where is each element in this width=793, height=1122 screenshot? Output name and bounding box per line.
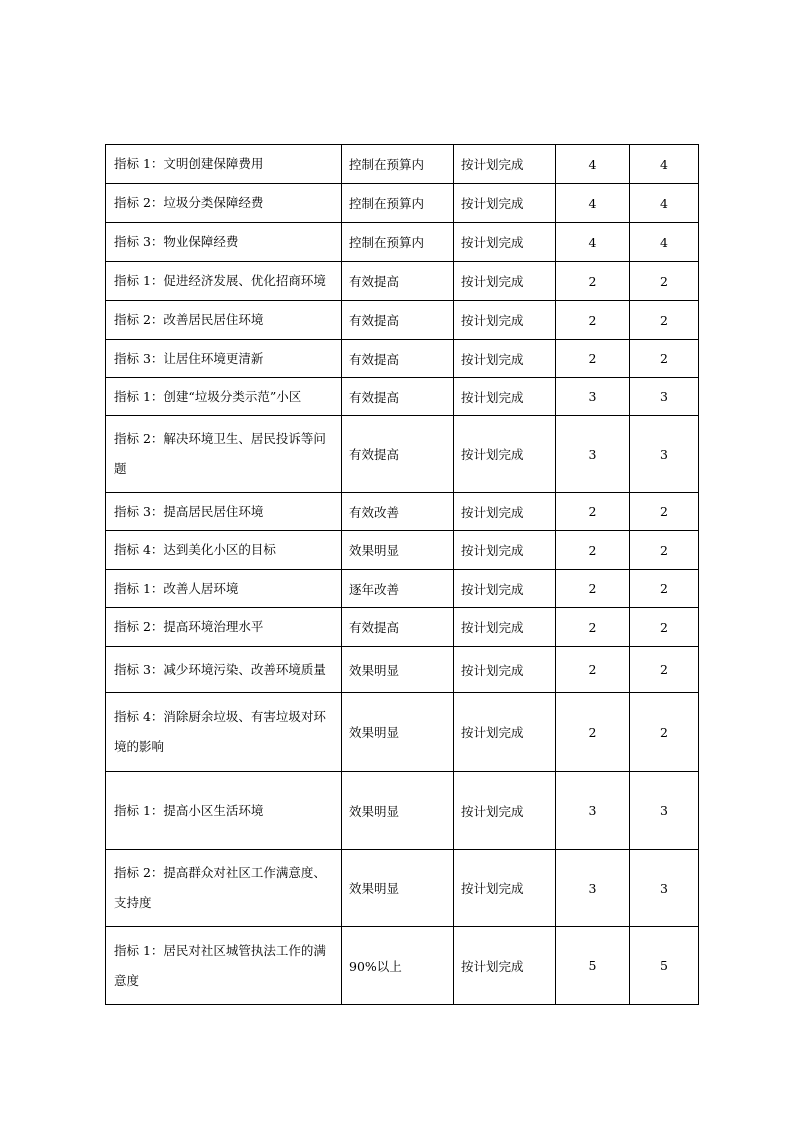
table-row (106, 416, 699, 493)
table-row (106, 531, 699, 570)
table-row (106, 850, 699, 927)
indicator-target: 控制在预算内 (342, 223, 454, 262)
indicator-target: 有效提高 (342, 608, 454, 647)
indicator-name: 指标 2：垃圾分类保障经费 (106, 184, 342, 223)
table-row (106, 223, 699, 262)
table-row (106, 693, 699, 772)
completion-status: 按计划完成 (454, 850, 556, 927)
indicator-name: 指标 4：达到美化小区的目标 (106, 531, 342, 570)
indicator-name: 指标 4：消除厨余垃圾、有害垃圾对环境的影响 (106, 693, 342, 772)
table-row (106, 772, 699, 850)
score-value: 2 (556, 647, 630, 693)
indicator-name: 指标 3：物业保障经费 (106, 223, 342, 262)
score-value: 3 (556, 850, 630, 927)
indicator-name: 指标 1：创建“垃圾分类示范”小区 (106, 378, 342, 416)
indicator-name: 指标 3：让居住环境更清新 (106, 340, 342, 378)
table-row (106, 262, 699, 301)
indicator-target: 控制在预算内 (342, 184, 454, 223)
table-row (106, 647, 699, 693)
score-value: 3 (556, 378, 630, 416)
completion-status: 按计划完成 (454, 340, 556, 378)
actual-score-value: 3 (630, 416, 699, 493)
completion-status: 按计划完成 (454, 493, 556, 531)
indicator-target: 有效提高 (342, 340, 454, 378)
completion-status: 按计划完成 (454, 927, 556, 1005)
completion-status: 按计划完成 (454, 416, 556, 493)
score-value: 2 (556, 608, 630, 647)
actual-score-value: 5 (630, 927, 699, 1005)
indicator-name: 指标 3：减少环境污染、改善环境质量 (106, 647, 342, 693)
indicator-target: 有效提高 (342, 262, 454, 301)
actual-score-value: 3 (630, 850, 699, 927)
score-value: 2 (556, 340, 630, 378)
actual-score-value: 2 (630, 647, 699, 693)
score-value: 3 (556, 772, 630, 850)
table-row (106, 608, 699, 647)
completion-status: 按计划完成 (454, 693, 556, 772)
completion-status: 按计划完成 (454, 301, 556, 340)
indicator-table (105, 144, 699, 1005)
score-value: 4 (556, 223, 630, 262)
table-body (106, 145, 699, 1005)
table-row (106, 493, 699, 531)
score-value: 4 (556, 145, 630, 184)
actual-score-value: 4 (630, 184, 699, 223)
completion-status: 按计划完成 (454, 647, 556, 693)
indicator-target: 效果明显 (342, 531, 454, 570)
actual-score-value: 3 (630, 378, 699, 416)
score-value: 2 (556, 301, 630, 340)
score-value: 2 (556, 531, 630, 570)
completion-status: 按计划完成 (454, 608, 556, 647)
score-value: 3 (556, 416, 630, 493)
indicator-name: 指标 2：提高群众对社区工作满意度、支持度 (106, 850, 342, 927)
completion-status: 按计划完成 (454, 772, 556, 850)
table-row (106, 301, 699, 340)
indicator-name: 指标 1：提高小区生活环境 (106, 772, 342, 850)
actual-score-value: 2 (630, 570, 699, 608)
indicator-target: 效果明显 (342, 647, 454, 693)
score-value: 4 (556, 184, 630, 223)
indicator-target: 效果明显 (342, 850, 454, 927)
completion-status: 按计划完成 (454, 262, 556, 301)
indicator-target: 效果明显 (342, 772, 454, 850)
indicator-target: 有效提高 (342, 416, 454, 493)
completion-status: 按计划完成 (454, 223, 556, 262)
indicator-name: 指标 1：居民对社区城管执法工作的满意度 (106, 927, 342, 1005)
actual-score-value: 4 (630, 223, 699, 262)
actual-score-value: 3 (630, 772, 699, 850)
score-value: 5 (556, 927, 630, 1005)
score-value: 2 (556, 570, 630, 608)
actual-score-value: 2 (630, 493, 699, 531)
table-row (106, 570, 699, 608)
table-row (106, 184, 699, 223)
table-row (106, 378, 699, 416)
indicator-target: 90%以上 (342, 927, 454, 1005)
indicator-name: 指标 1：促进经济发展、优化招商环境 (106, 262, 342, 301)
completion-status: 按计划完成 (454, 531, 556, 570)
indicator-target: 逐年改善 (342, 570, 454, 608)
completion-status: 按计划完成 (454, 378, 556, 416)
indicator-name: 指标 1：改善人居环境 (106, 570, 342, 608)
indicator-target: 控制在预算内 (342, 145, 454, 184)
actual-score-value: 4 (630, 145, 699, 184)
indicator-name: 指标 3：提高居民居住环境 (106, 493, 342, 531)
actual-score-value: 2 (630, 531, 699, 570)
indicator-name: 指标 1：文明创建保障费用 (106, 145, 342, 184)
table-row (106, 145, 699, 184)
actual-score-value: 2 (630, 693, 699, 772)
actual-score-value: 2 (630, 340, 699, 378)
indicator-name: 指标 2：提高环境治理水平 (106, 608, 342, 647)
score-value: 2 (556, 262, 630, 301)
actual-score-value: 2 (630, 262, 699, 301)
score-value: 2 (556, 693, 630, 772)
actual-score-value: 2 (630, 608, 699, 647)
indicator-name: 指标 2：解决环境卫生、居民投诉等问题 (106, 416, 342, 493)
completion-status: 按计划完成 (454, 184, 556, 223)
indicator-target: 有效提高 (342, 301, 454, 340)
completion-status: 按计划完成 (454, 145, 556, 184)
indicator-name: 指标 2：改善居民居住环境 (106, 301, 342, 340)
indicator-target: 有效提高 (342, 378, 454, 416)
table-row (106, 927, 699, 1005)
completion-status: 按计划完成 (454, 570, 556, 608)
indicator-target: 效果明显 (342, 693, 454, 772)
score-value: 2 (556, 493, 630, 531)
actual-score-value: 2 (630, 301, 699, 340)
table-row (106, 340, 699, 378)
indicator-target: 有效改善 (342, 493, 454, 531)
